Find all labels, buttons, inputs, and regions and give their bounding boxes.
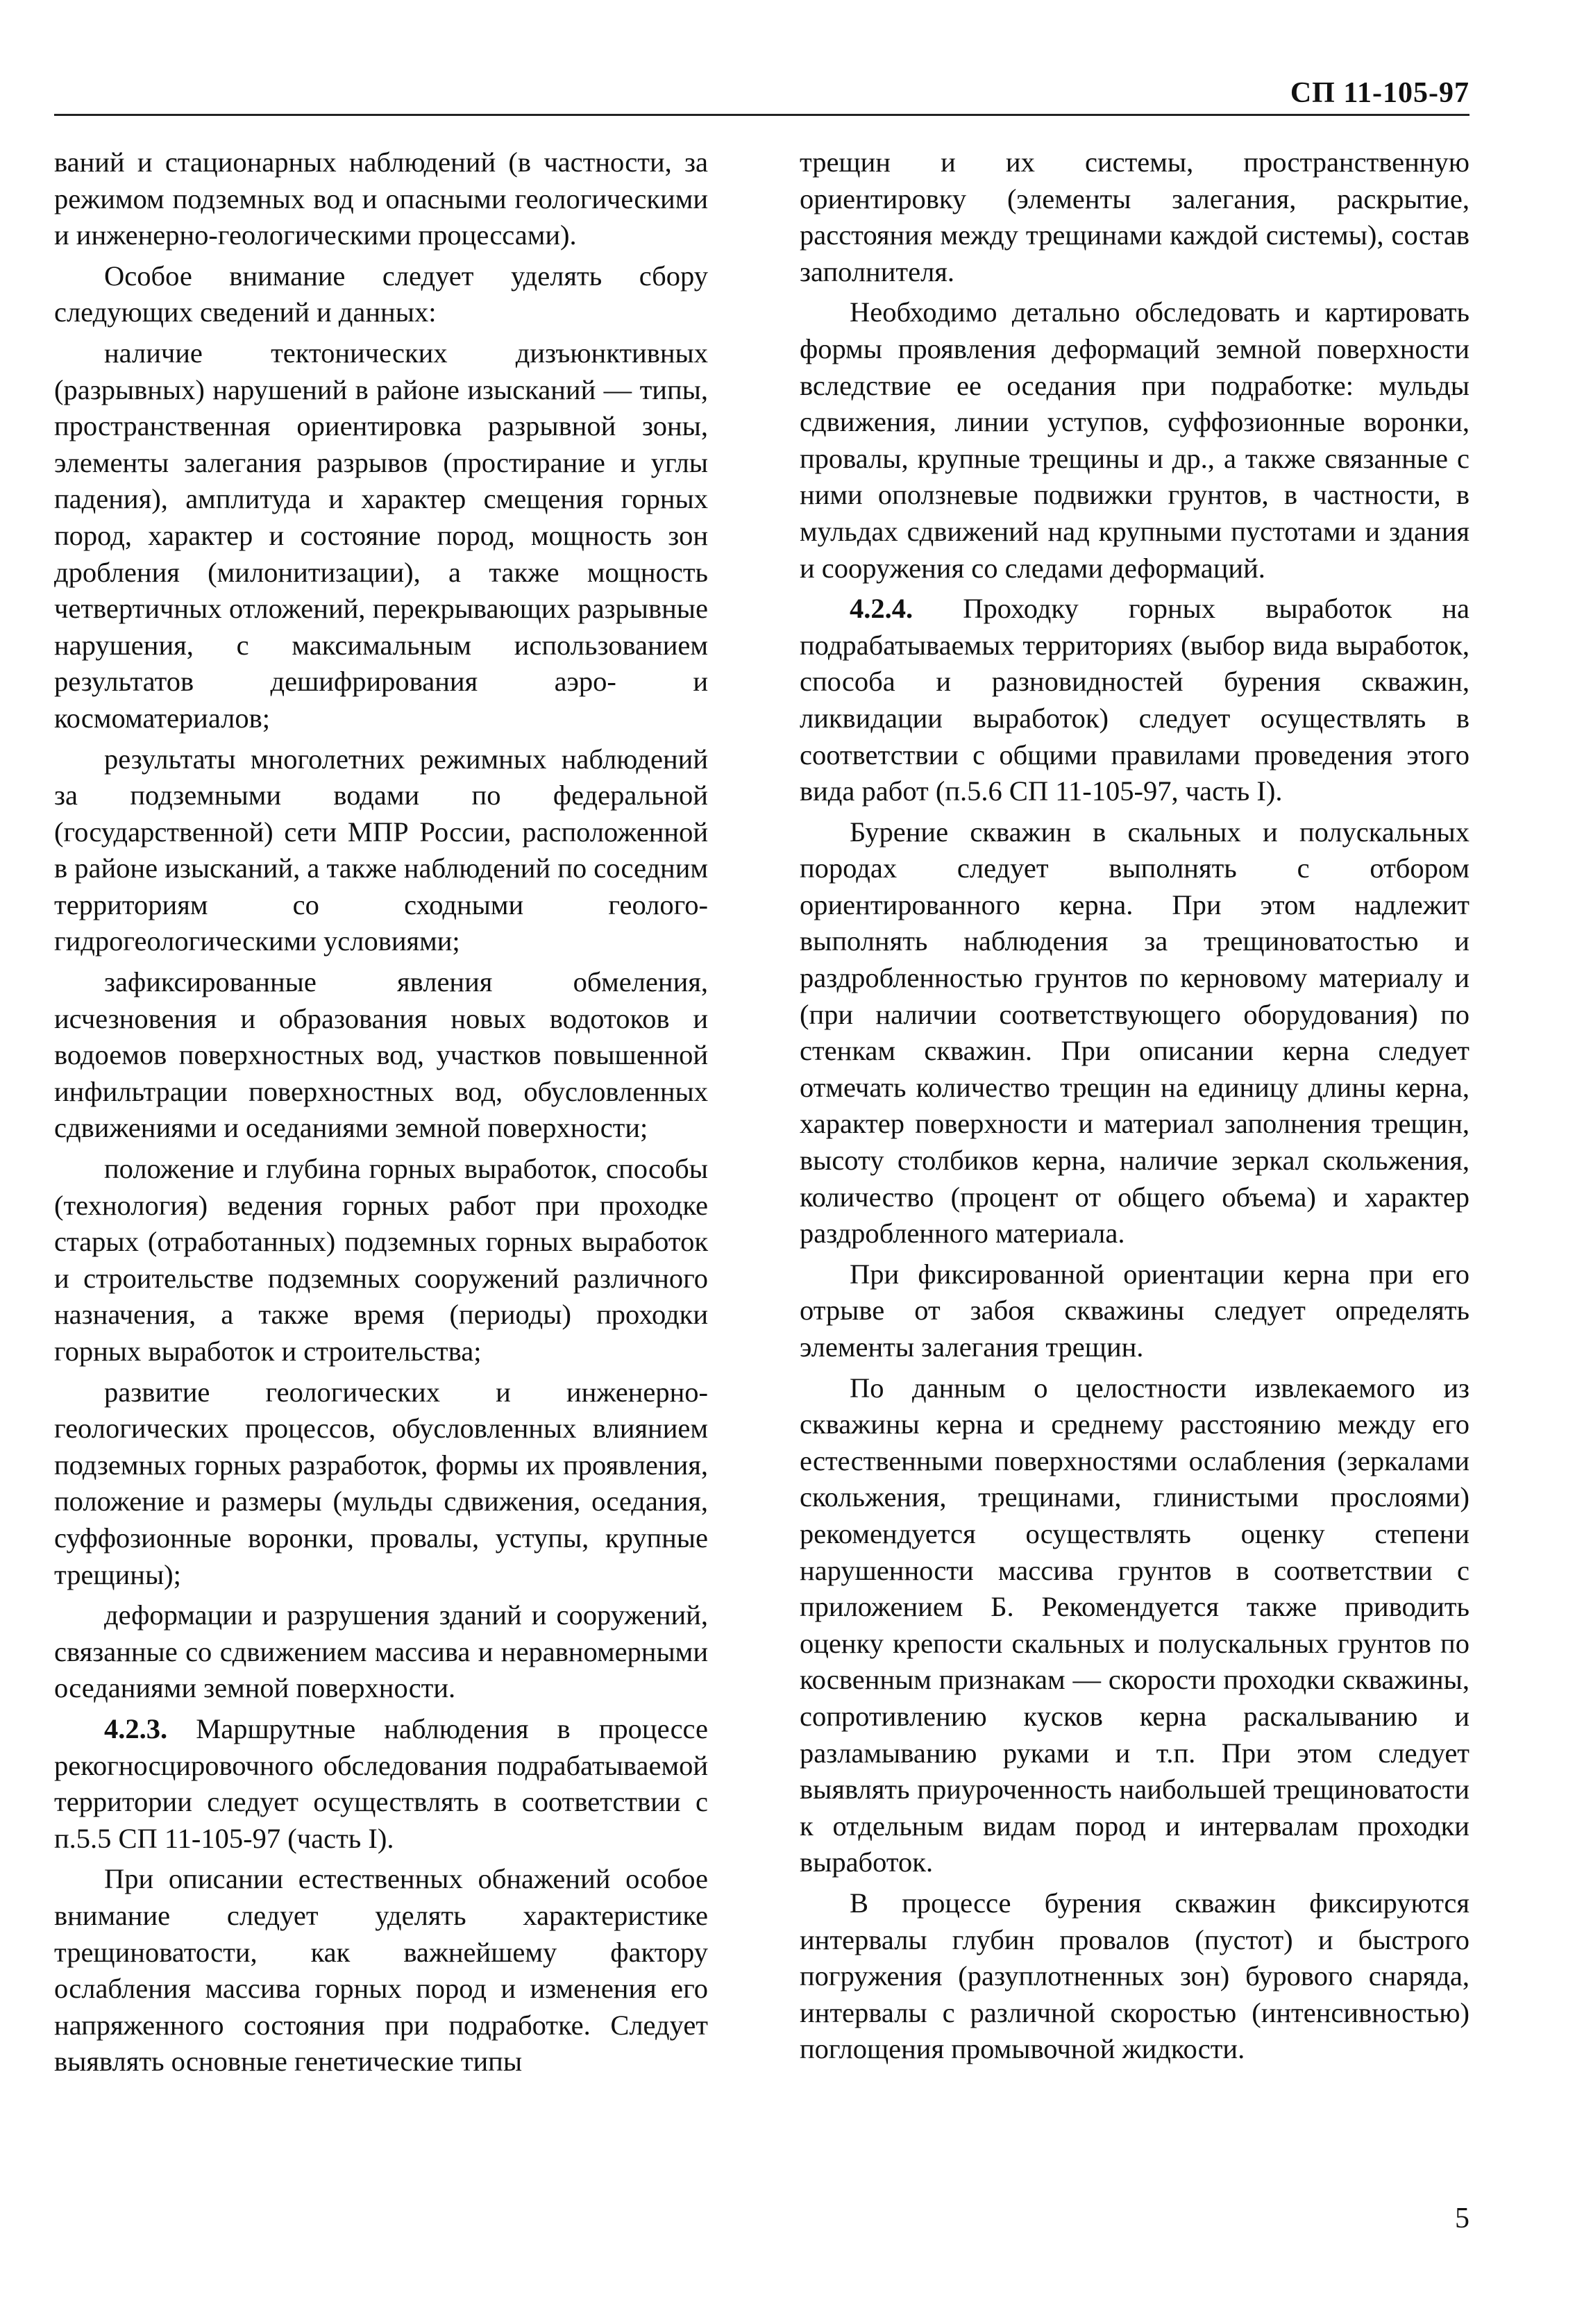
paragraph: При описании естественных обнажений особое внимание следует уделять характеристике трещиноватости, как важнейшему фактору ослабления массива горных пород и изменения его напряженного состояния при подработке. Следует выявлять основные генетические типы [54, 1863, 708, 2078]
paragraph: Бурение скважин в скальных и полускальных породах следует выполнять с отбором ориентированного керна. При этом надлежит выполнять наблюдения за трещиноватостью и раздробленностью грунтов по керновому материалу и (при наличии соответствующего оборудования) по стенкам скважин. При описании керна следует отмечать количество трещин на единицу длины керна, характер поверхности и материал заполнения трещин, высоту столбиков керна, наличие зеркал скольжения, количество (процент от общего объема) и характер раздробленного материала. [800, 816, 1469, 1249]
paragraph: результаты многолетних режимных наблюдений за подземными водами по федеральной (государственной) сети МПР России, расположенной в районе изысканий, а также наблюдений по соседним территориям со сходными геолого-гидрогеологическими условиями; [54, 743, 709, 957]
paragraph: Особое внимание следует уделять сбору следующих сведений и данных: [54, 260, 708, 328]
document-code: СП 11-105-97 [1290, 77, 1469, 109]
paragraph: зафиксированные явления обмеления, исчезновения и образования новых водотоков и водоемов поверхностных вод, участков повышенной инфильтрации поверхностных вод, обусловленных сдвижениями и оседаниями земной поверхности; [54, 966, 708, 1144]
section-paragraph: 4.2.4. Проходку горных выработок на подрабатываемых территориях (выбор вида выработок, способа и разновидностей бурения скважин, ликвидации выработок) следует осуществлять в соответствии с общими правилами проведения этого вида работ (п.5.6 СП 11-105-97, часть I). [800, 593, 1470, 807]
page-number: 5 [1455, 2203, 1469, 2234]
paragraph: развитие геологических и инженерно-геологических процессов, обусловленных влиянием подземных горных разработок, формы их проявления, положение и размеры (мульды сдвижения, оседания, суффозионные воронки, провалы, уступы, крупные трещины); [54, 1376, 708, 1590]
section-number: 4.2.4. [850, 593, 913, 625]
section-paragraph: 4.2.3. Маршрутные наблюдения в процессе рекогносцировочного обследования подрабатываемой территории следует осуществлять в соответствии с п.5.5 СП 11-105-97 (часть I). [54, 1712, 709, 1854]
paragraph: трещин и их системы, пространственную ориентировку (элементы залегания, раскрытие, расстояния между трещинами каждой системы), состав заполнителя. [800, 146, 1469, 287]
section-number: 4.2.3. [104, 1712, 168, 1744]
paragraph: По данным о целостности извлекаемого из скважины керна и среднему расстоянию между его естественными поверхностями ослабления (зеркалами скольжения, трещинами, глинистыми прослоями) рекомендуется осуществлять оценку степени нарушенности массива грунтов в соответствии с приложением Б. Рекомендуется также приводить оценку крепости скальных и полускальных грунтов по косвенным признакам — скорости проходки скважины, сопротивлению кусков керна раскалыванию и разламыванию руками и т.п. При этом следует выявлять приуроченность наибольшей трещиноватости к отдельным видам пород и интервалам проходки выработок. [800, 1372, 1469, 1878]
left-column [54, 144, 708, 2085]
paragraph: наличие тектонических дизъюнктивных (разрывных) нарушений в районе изысканий — типы, пространственная ориентировка разрывной зоны, элементы залегания разрывов (простирание и углы падения), амплитуда и характер смещения горных пород, характер и состояние пород, мощность зон дробления (милонитизации), а также мощность четвертичных отложений, перекрывающих разрывные нарушения, с максимальным использованием результатов дешифрирования аэро- и космоматериалов; [54, 337, 708, 734]
page-header [54, 78, 1469, 116]
right-column [800, 144, 1469, 2072]
paragraph: Необходимо детально обследовать и картировать формы проявления деформаций земной поверхности вследствие ее оседания при подработке: мульды сдвижения, линии уступов, суффозионные воронки, провалы, крупные трещины и др., а также связанные с ними оползневые подвижки грунтов, в частности, в мульдах сдвижений над крупными пустотами и здания и сооружения со следами деформаций. [800, 296, 1469, 584]
paragraph: В процессе бурения скважин фиксируются интервалы глубин провалов (пустот) и быстрого погружения (разуплотненных зон) бурового снаряда, интервалы с различной скоростью (интенсивностью) поглощения промывочной жидкости. [800, 1887, 1469, 2065]
paragraph: ваний и стационарных наблюдений (в частности, за режимом подземных вод и опасными геологическими и инженерно-геологическими процессами). [54, 146, 708, 251]
paragraph: При фиксированной ориентации керна при его отрыве от забоя скважины следует определять элементы залегания трещин. [800, 1258, 1469, 1363]
paragraph: положение и глубина горных выработок, способы (технология) ведения горных работ при проходке старых (отработанных) подземных горных выработок и строительстве подземных сооружений различного назначения, а также время (периоды) проходки горных выработок и строительства; [54, 1153, 708, 1367]
paragraph: деформации и разрушения зданий и сооружений, связанные со сдвижением массива и неравномерными оседаниями земной поверхности. [54, 1599, 708, 1704]
